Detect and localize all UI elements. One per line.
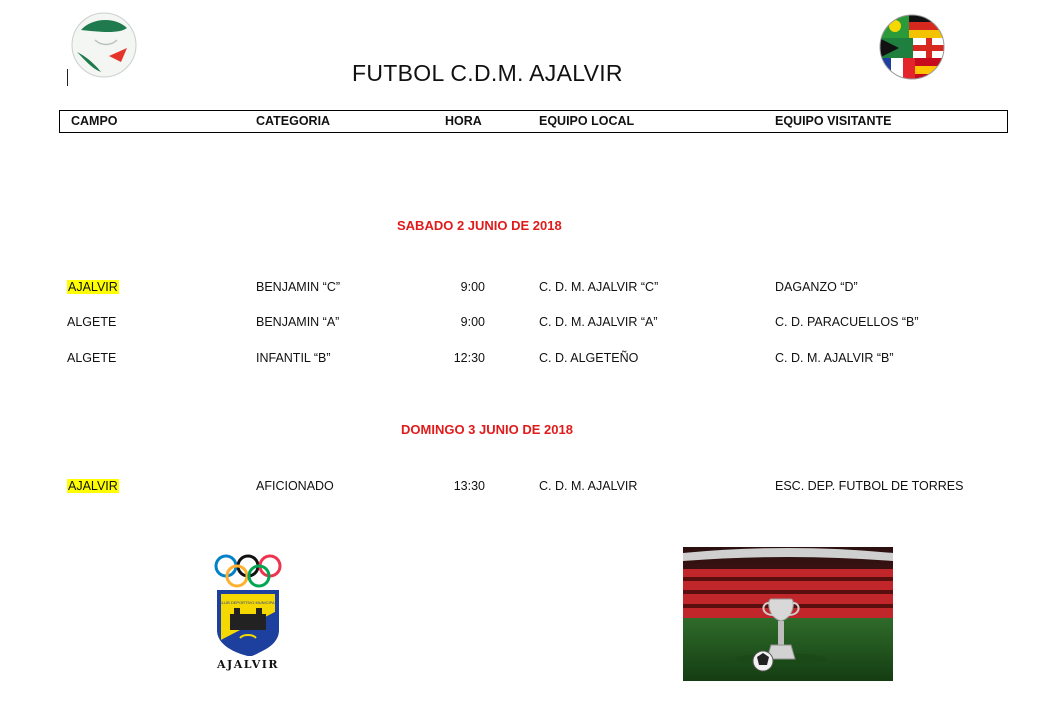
flags-football-icon xyxy=(879,14,945,80)
match-campo xyxy=(67,280,119,294)
text-cursor xyxy=(67,69,68,86)
club-logo-text: AJALVIR xyxy=(216,658,280,671)
match-equipo-visitante: DAGANZO “D” xyxy=(775,280,858,294)
highlighted-text: AJALVIR xyxy=(68,479,118,493)
match-hora: 13:30 xyxy=(453,479,485,493)
match-campo: ALGETE xyxy=(67,351,117,365)
match-categoria: BENJAMIN “A” xyxy=(256,315,340,329)
match-hora: 12:30 xyxy=(453,351,485,365)
match-equipo-visitante: C. D. M. AJALVIR “B” xyxy=(775,351,894,365)
day-heading-domingo: DOMINGO 3 JUNIO DE 2018 xyxy=(401,422,573,437)
header-categoria: CATEGORIA xyxy=(256,114,331,128)
club-shield-icon xyxy=(212,552,284,658)
match-equipo-local: C. D. M. AJALVIR “A” xyxy=(539,315,658,329)
page-title: FUTBOL C.D.M. AJALVIR xyxy=(352,60,623,86)
club-logo xyxy=(212,552,284,674)
match-equipo-visitante: ESC. DEP. FUTBOL DE TORRES xyxy=(775,479,964,493)
match-equipo-visitante: C. D. PARACUELLOS “B” xyxy=(775,315,919,329)
header-hora: HORA xyxy=(445,114,482,128)
header-equipo-visitante: EQUIPO VISITANTE xyxy=(775,114,892,128)
header-campo: CAMPO xyxy=(71,114,118,128)
highlighted-text: AJALVIR xyxy=(68,280,118,294)
match-categoria: INFANTIL “B” xyxy=(256,351,331,365)
match-campo: ALGETE xyxy=(67,315,117,329)
day-heading-sabado: SABADO 2 JUNIO DE 2018 xyxy=(397,218,562,233)
stadium-trophy-photo xyxy=(683,547,893,681)
header-equipo-local: EQUIPO LOCAL xyxy=(539,114,635,128)
match-equipo-local: C. D. M. AJALVIR xyxy=(539,479,638,493)
match-categoria: BENJAMIN “C” xyxy=(256,280,341,294)
football-icon xyxy=(71,12,137,78)
match-equipo-local: C. D. M. AJALVIR “C” xyxy=(539,280,659,294)
match-hora: 9:00 xyxy=(460,280,485,294)
match-equipo-local: C. D. ALGETEÑO xyxy=(539,351,639,365)
match-campo xyxy=(67,479,119,493)
svg-text:CLUB DEPORTIVO MUNICIPAL: CLUB DEPORTIVO MUNICIPAL xyxy=(219,600,277,605)
match-hora: 9:00 xyxy=(460,315,485,329)
match-categoria: AFICIONADO xyxy=(256,479,334,493)
